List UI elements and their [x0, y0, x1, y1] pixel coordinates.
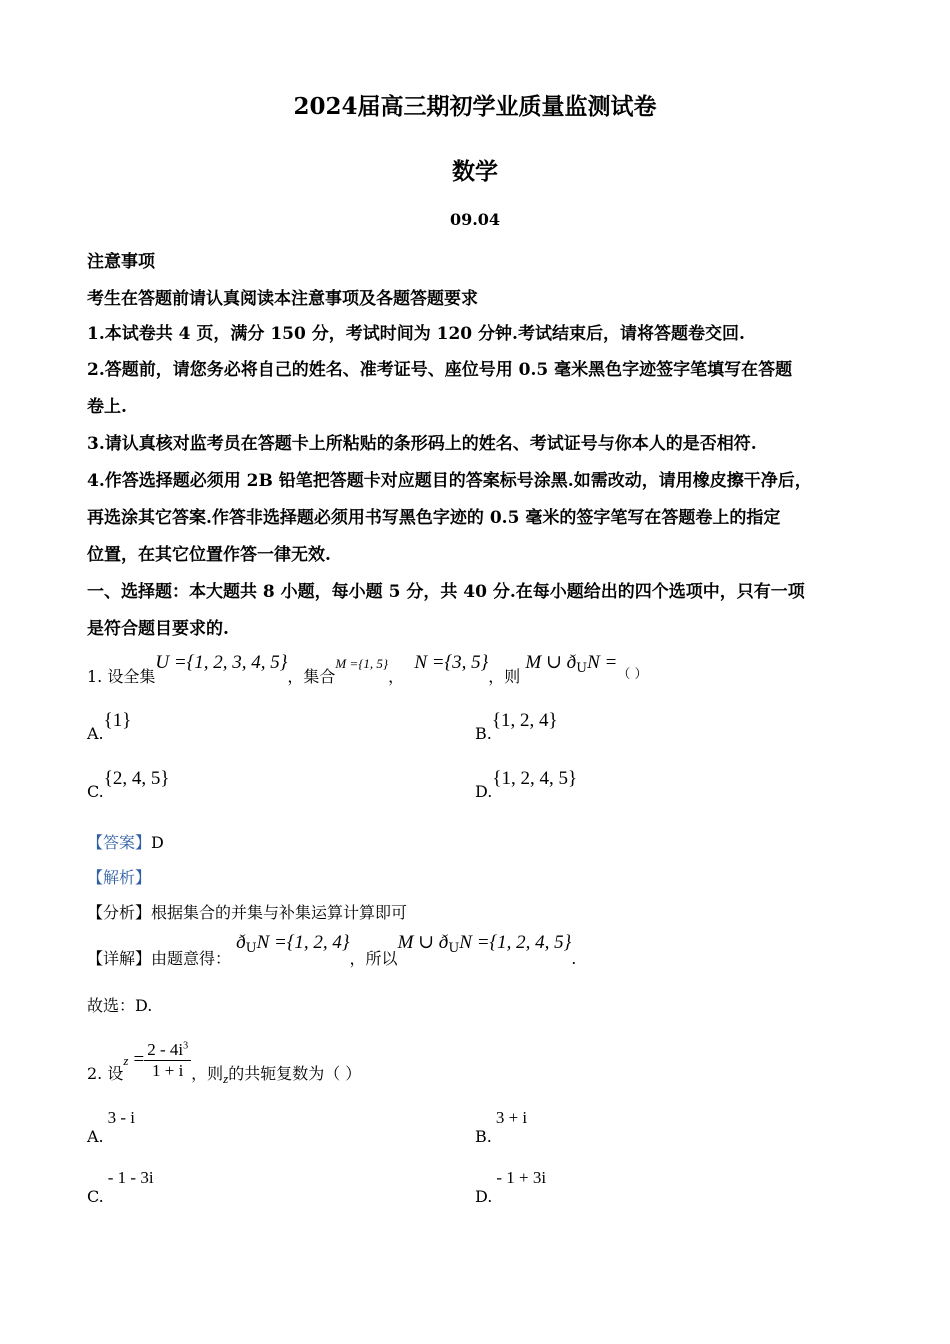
q2-option-a-label: A. [87, 1127, 104, 1146]
q2-z: z [123, 1053, 129, 1068]
q1-fenxi [87, 900, 877, 923]
notice-heading: 注意事项 [87, 252, 155, 272]
q2-numerator [144, 1040, 191, 1061]
q2-option-d-value: - 1 + 3i [496, 1168, 547, 1187]
q2-option-c [87, 1168, 154, 1206]
notice-item-4a: 4.作答选择题必须用 2B 铅笔把答题卡对应题目的答案标号涂黑.如需改动，请用橡皮擦干净后， [87, 471, 812, 491]
q1-option-b [475, 712, 558, 743]
q2-fraction [144, 1040, 191, 1081]
q1-prefix: 1. 设全集 [87, 667, 156, 686]
exam-date: 09.04 [449, 210, 501, 229]
q1-set-m: M ={1, 5} [335, 656, 389, 671]
q2-numerator-text: 2 - 4i [147, 1040, 184, 1059]
q1-expression: M ∪ ð [525, 652, 577, 673]
notice-item-4c: 位置，在其它位置作答一律无效. [87, 545, 331, 565]
xiangjie-expr1: ð [236, 932, 246, 953]
q1-conclusion: 故选：D. [87, 996, 153, 1015]
notice-item-2a: 2.答题前，请您务必将自己的姓名、准考证号、座位号用 0.5 毫米黑色字迹签字笔填写在答题 [87, 360, 793, 380]
q1-option-b-label: B. [475, 724, 492, 743]
q2-prefix: 2. 设 [87, 1064, 124, 1083]
q1-expression-sub: U [576, 661, 588, 677]
section-heading-b: 是符合题目要求的. [87, 619, 229, 639]
question-2-stem [87, 1028, 877, 1086]
xiangjie-text-b: ，所以 [349, 949, 398, 968]
xiangjie-end: . [571, 949, 577, 968]
q2-option-c-value: - 1 - 3i [107, 1168, 154, 1187]
q1-option-d-value: {1, 2, 4, 5} [492, 768, 578, 789]
q1-option-b-value: {1, 2, 4} [491, 710, 558, 731]
answer-value: D [151, 833, 164, 852]
q2-option-b-label: B. [475, 1127, 492, 1146]
q2-option-b-value: 3 + i [495, 1108, 528, 1127]
analysis-tag: 【解析】 [87, 868, 152, 887]
q2-denominator: 1 + i [152, 1061, 184, 1080]
q1-option-c-value: {2, 4, 5} [103, 768, 170, 789]
exam-subject: 数学 [452, 158, 498, 185]
q1-set-n: N ={3, 5} [414, 652, 489, 673]
q1-mid3: ，则 [488, 667, 521, 686]
fenxi-tag: 【分析】 [87, 903, 152, 922]
exam-title: 2024届高三期初学业质量监测试卷 [293, 93, 657, 120]
q1-option-a [87, 712, 131, 743]
xiangjie-expr2b: N ={1, 2, 4, 5} [459, 932, 572, 953]
xiangjie-expr1-sub: U [245, 941, 257, 957]
xiangjie-expr2-sub: U [448, 941, 460, 957]
q2-eq: = [133, 1049, 145, 1070]
q1-xiangjie [87, 930, 877, 968]
q2-option-d-label: D. [475, 1187, 493, 1206]
q2-option-d [475, 1168, 547, 1206]
q1-mid1: ，集合 [287, 667, 336, 686]
answer-tag: 【答案】 [87, 833, 152, 852]
q2-option-a-value: 3 - i [107, 1108, 136, 1127]
xiangjie-tag: 【详解】 [87, 949, 152, 968]
q1-option-a-label: A. [87, 724, 104, 743]
notice-item-4b: 再选涂其它答案.作答非选择题必须用书写黑色字迹的 0.5 毫米的签字笔写在答题卷上的指定 [87, 508, 781, 528]
q1-expression-tail: N = [587, 652, 618, 673]
xiangjie-expr1b: N ={1, 2, 4} [256, 932, 350, 953]
fenxi-text: 根据集合的并集与补集运算计算即可 [151, 903, 408, 922]
notice-item-3: 3.请认真核对监考员在答题卡上所粘贴的条形码上的姓名、考试证号与你本人的是否相符. [87, 434, 757, 454]
q1-option-d-label: D. [475, 782, 493, 801]
q2-option-a [87, 1108, 136, 1146]
xiangjie-expr2: M ∪ ð [397, 932, 449, 953]
question-1-stem [87, 650, 877, 686]
q1-paren: （ ） [617, 667, 648, 682]
q2-numerator-sup: 3 [183, 1040, 189, 1052]
q2-option-b [475, 1108, 528, 1146]
q1-option-c [87, 770, 170, 801]
q2-z2: z [223, 1071, 229, 1086]
section-heading-a: 一、选择题：本大题共 8 小题，每小题 5 分，共 40 分.在每小题给出的四个选项中，只有一项 [87, 582, 805, 602]
q1-mid2: ， [388, 667, 405, 686]
q2-tail: 的共轭复数为（ ） [228, 1064, 362, 1083]
q1-universal-set: U ={1, 2, 3, 4, 5} [155, 652, 288, 673]
xiangjie-text-a: 由题意得： [151, 949, 232, 968]
q1-option-c-label: C. [87, 782, 104, 801]
notice-item-2b: 卷上. [87, 397, 127, 417]
q2-option-c-label: C. [87, 1187, 104, 1206]
q1-option-d [475, 770, 577, 801]
q1-option-a-value: {1} [103, 710, 132, 731]
notice-intro: 考生在答题前请认真阅读本注意事项及各题答题要求 [87, 289, 478, 309]
q1-answer [87, 830, 877, 853]
q2-mid: ，则 [191, 1064, 224, 1083]
notice-item-1: 1.本试卷共 4 页，满分 150 分，考试时间为 120 分钟.考试结束后，请将答题卷交回. [87, 324, 745, 344]
